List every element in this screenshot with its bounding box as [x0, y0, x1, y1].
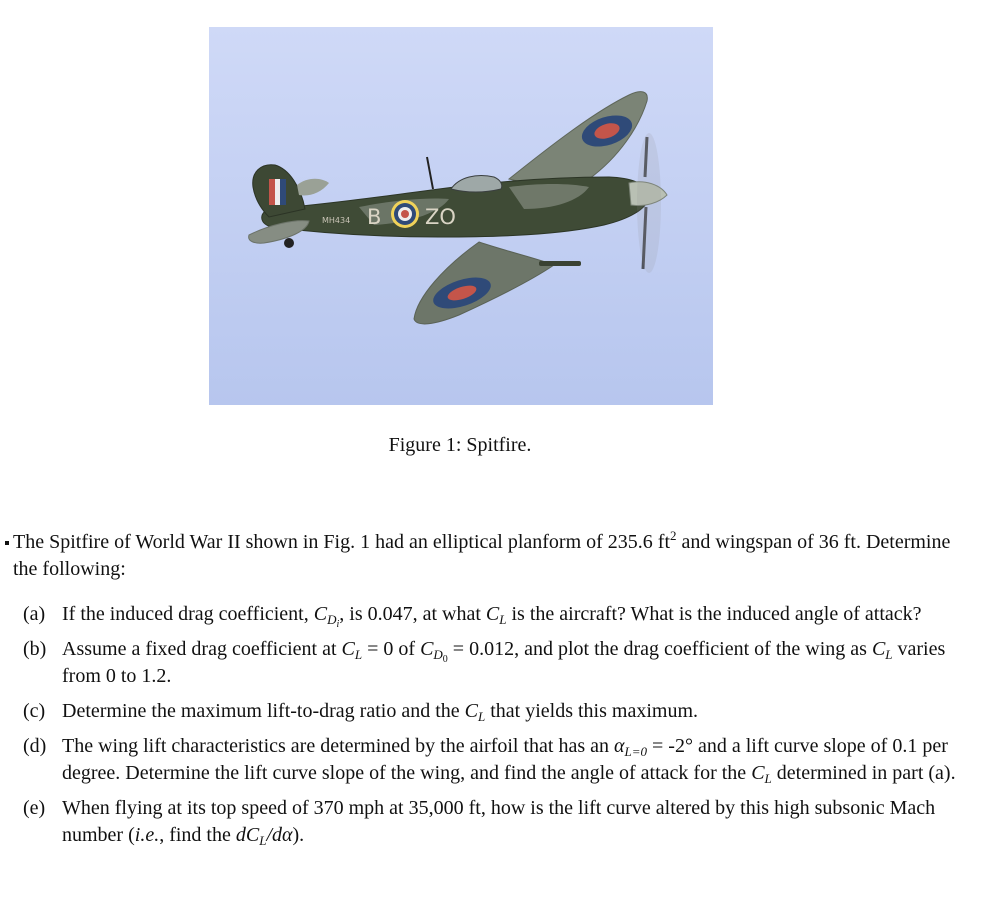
fin-flash-white — [275, 179, 280, 205]
radiator — [539, 261, 581, 266]
fuselage-roundel-center — [401, 210, 409, 218]
spitfire-figure — [209, 27, 713, 405]
problem-parts — [13, 601, 975, 849]
propeller-blur — [637, 133, 661, 273]
aircraft-serial: MH434 — [322, 216, 351, 225]
problem-statement — [13, 529, 975, 857]
problem-part-b: (b) Assume a fixed drag coefficient at $C_L = 0$ of $C_{D_0} = 0.012$, and plot the drag coefficient of the wing as $C_L$ varies from 0 to 1.2. — [23, 638, 946, 687]
problem-bullet — [5, 541, 9, 545]
code-letters-right: ZO — [425, 205, 456, 229]
fin-flash-red — [269, 179, 275, 205]
code-letter-left: B — [367, 205, 382, 229]
fin-flash-blue — [280, 179, 286, 205]
figure-caption: Figure 1: Spitfire. — [388, 434, 532, 456]
problem-intro: The Spitfire of World War II shown in Fig. 1 had an elliptical planform of 235.6 $ft^2$ and wingspan of 36 ft. Determine the following: — [13, 528, 951, 580]
spitfire-photo — [209, 27, 713, 405]
problem-part-c: (c) Determine the maximum lift-to-drag ratio and the $C_L$ that yields this maximum. — [23, 700, 698, 724]
problem-part-e: (e) When flying at its top speed of 370 mph at 35,000 ft, how is the lift curve altered by this high subsonic Mach number (i.e., find the $dC_L/d\alpha$). — [23, 797, 936, 848]
problem-part-a: (a) If the induced drag coefficient, $C_{D_i}$, is 0.047, at what $C_L$ is the aircraft? What is the induced angle of attack? — [23, 603, 922, 630]
tail-wheel — [284, 238, 294, 248]
problem-part-d: (d) The wing lift characteristics are determined by the airfoil that has an $\alpha_{L=0} = -2^\circ$ and a lift curve slope of 0.1 per degree. Determine the lift curve slope of the wing, and find the angle of attack for the $C_L$ determined in part (a). — [23, 735, 956, 786]
